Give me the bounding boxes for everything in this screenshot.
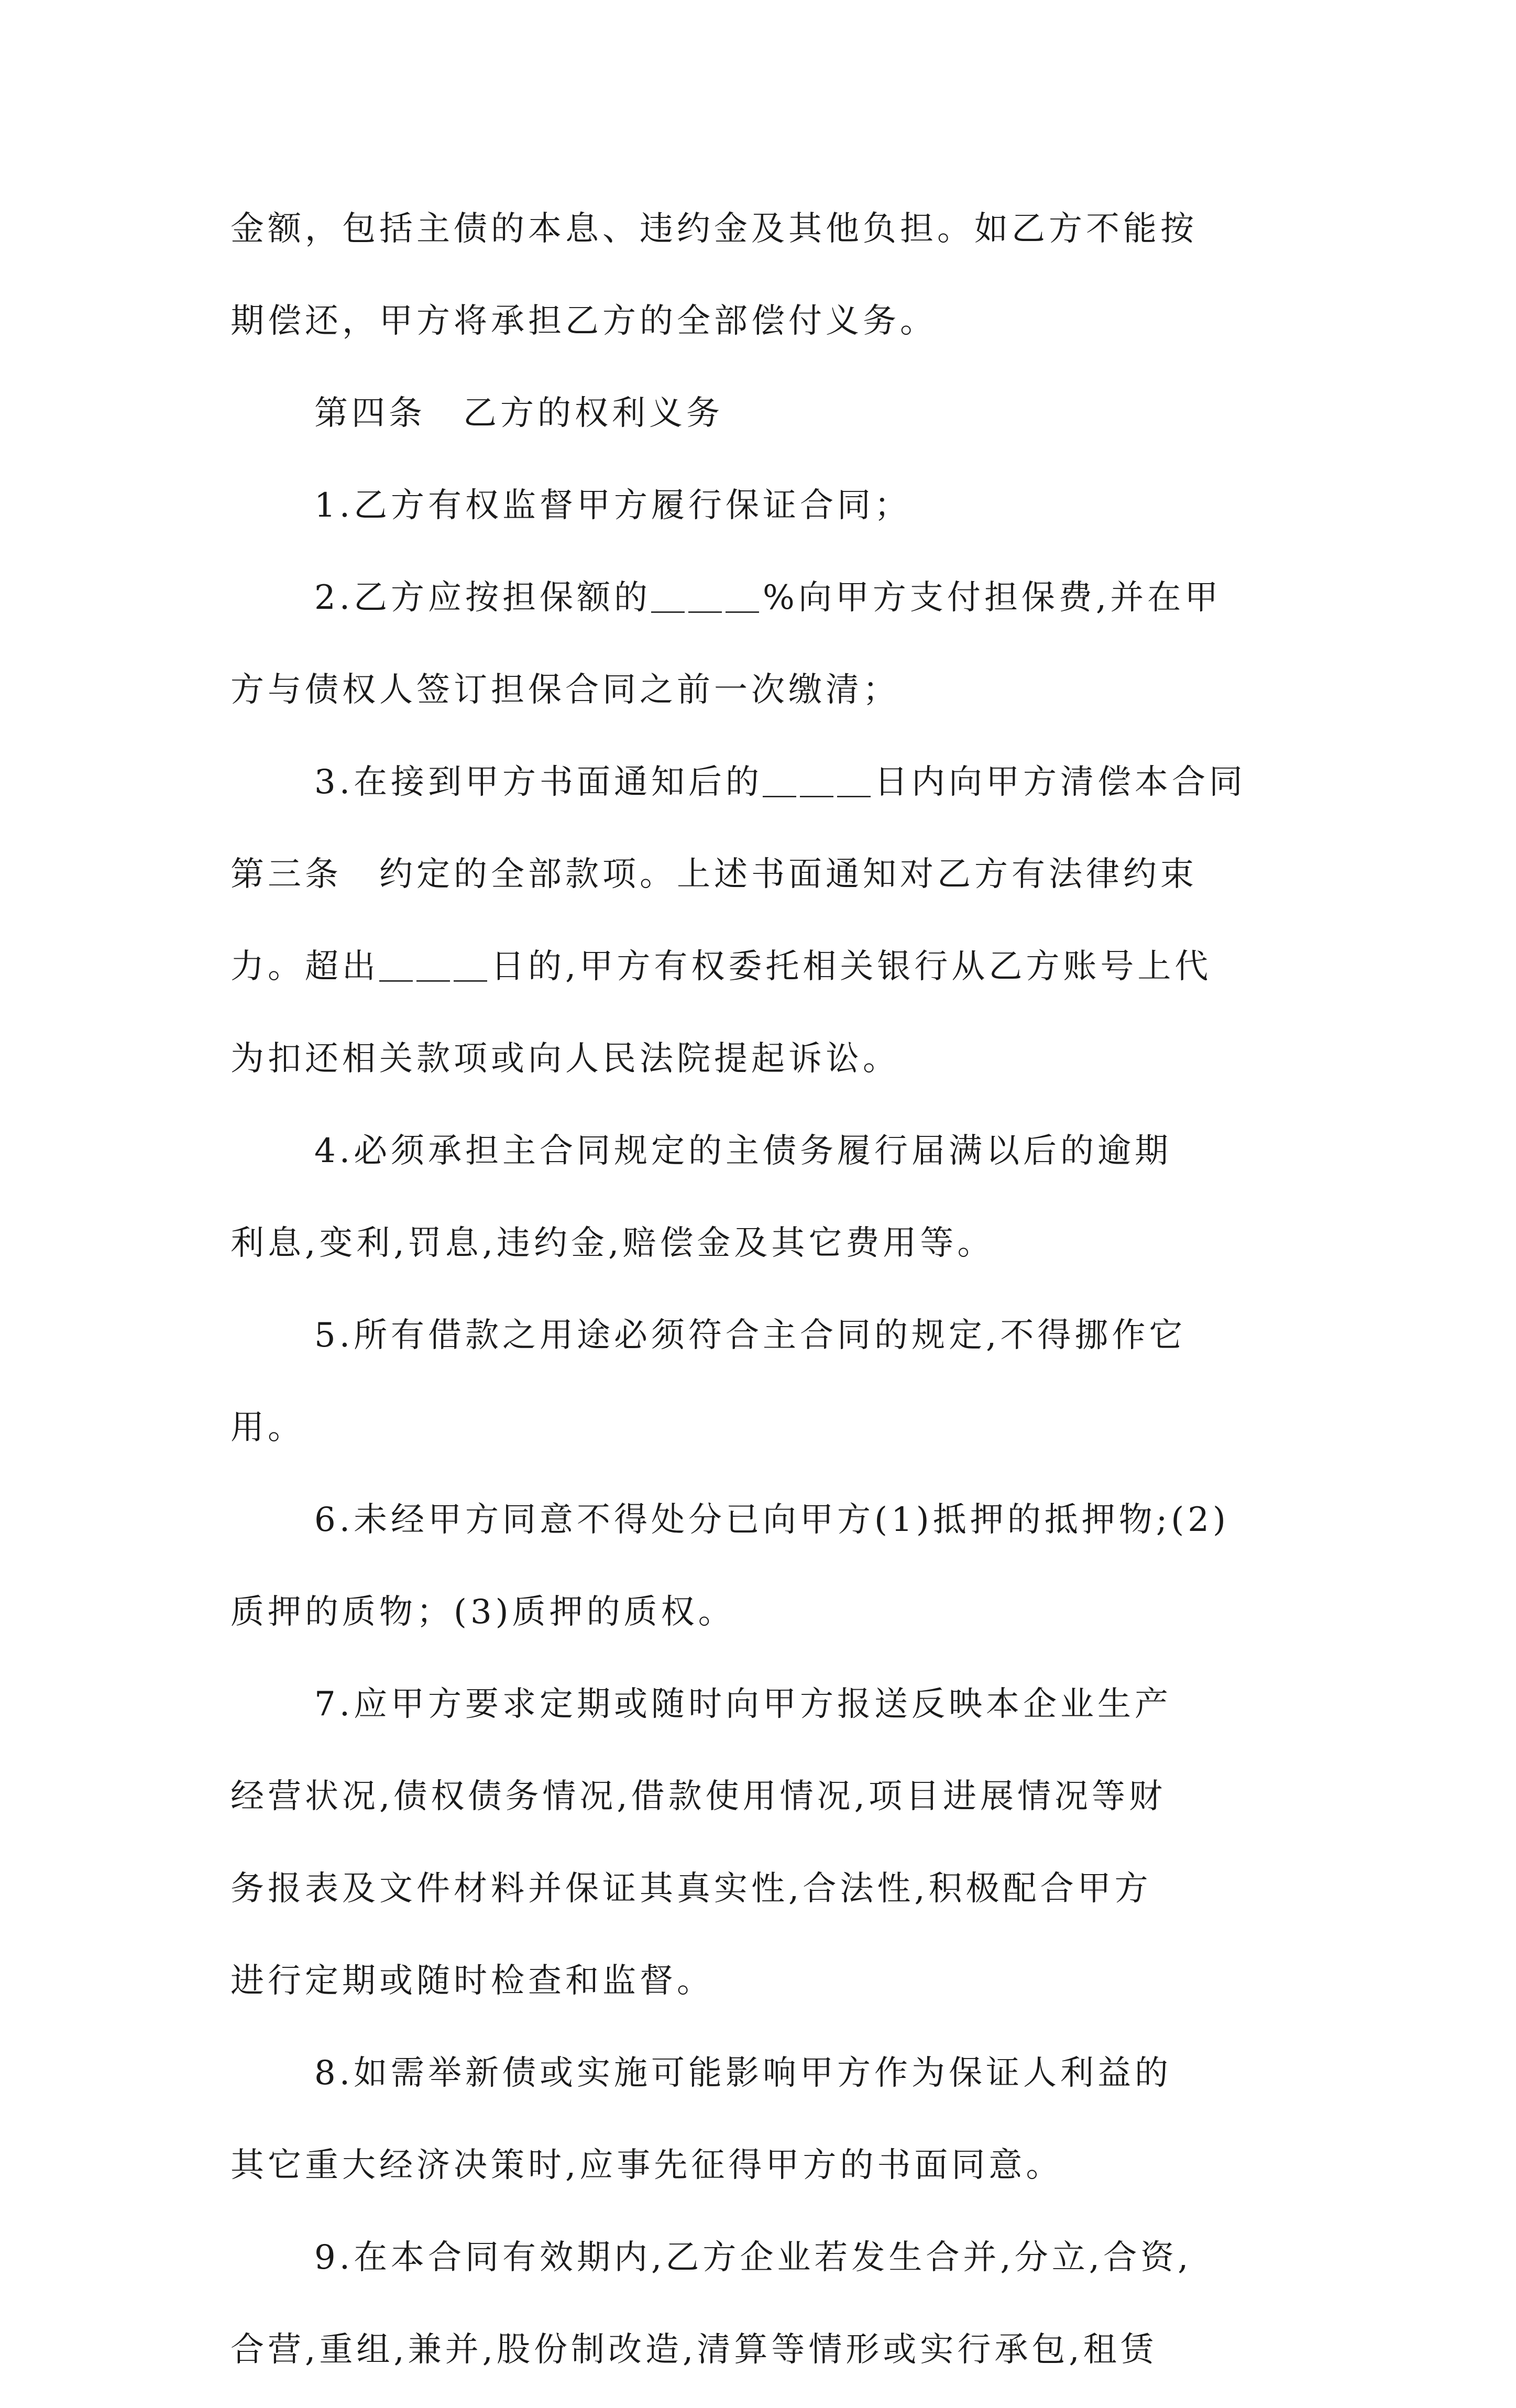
text-line: 9.在本合同有效期内,乙方企业若发生合并,分立,合资,	[314, 2238, 1192, 2277]
text-line: 进行定期或随时检查和监督。	[230, 1962, 714, 2000]
text-line: 为扣还相关款项或向人民法院提起诉讼。	[230, 1039, 900, 1078]
text-line: 2.乙方应按担保额的＿＿＿%向甲方支付担保费,并在甲	[314, 578, 1222, 617]
text-line: 第四条 乙方的权利义务	[314, 394, 723, 433]
text-line: 其它重大经济决策时,应事先征得甲方的书面同意。	[230, 2146, 1063, 2185]
document-body	[230, 195, 1294, 2408]
text-line: 经营状况,债权债务情况,借款使用情况,项目进展情况等财	[230, 1777, 1167, 1816]
text-line: 质押的质物；(3)质押的质权。	[230, 1593, 735, 1632]
text-line: 方与债权人签订担保合同之前一次缴清；	[230, 671, 900, 709]
text-line: 6.未经甲方同意不得处分已向甲方(1)抵押的抵押物;(2)	[314, 1501, 1229, 1539]
text-line: 合营,重组,兼并,股份制改造,清算等情形或实行承包,租赁	[230, 2330, 1158, 2369]
text-line: 力。超出＿＿＿日的,甲方有权委托相关银行从乙方账号上代	[230, 947, 1212, 986]
text-line: 3.在接到甲方书面通知后的＿＿＿日内向甲方清偿本合同	[314, 763, 1247, 802]
text-line: 利息,变利,罚息,违约金,赔偿金及其它费用等。	[230, 1224, 995, 1263]
text-line: 用。	[230, 1408, 305, 1447]
text-line: 金额，包括主债的本息、违约金及其他负担。如乙方不能按	[230, 210, 1198, 248]
text-line: 第三条 约定的全部款项。上述书面通知对乙方有法律约束	[230, 855, 1198, 894]
text-line: 1.乙方有权监督甲方履行保证合同；	[314, 486, 912, 525]
text-line: 8.如需举新债或实施可能影响甲方作为保证人利益的	[314, 2054, 1172, 2093]
text-line: 务报表及文件材料并保证其真实性,合法性,积极配合甲方	[230, 1869, 1152, 1908]
text-line: 期偿还，甲方将承担乙方的全部偿付义务。	[230, 302, 937, 341]
text-line: 7.应甲方要求定期或随时向甲方报送反映本企业生产	[314, 1685, 1172, 1724]
text-line: 5.所有借款之用途必须符合主合同的规定,不得挪作它	[314, 1316, 1187, 1355]
text-line: 4.必须承担主合同规定的主债务履行届满以后的逾期	[314, 1132, 1172, 1170]
